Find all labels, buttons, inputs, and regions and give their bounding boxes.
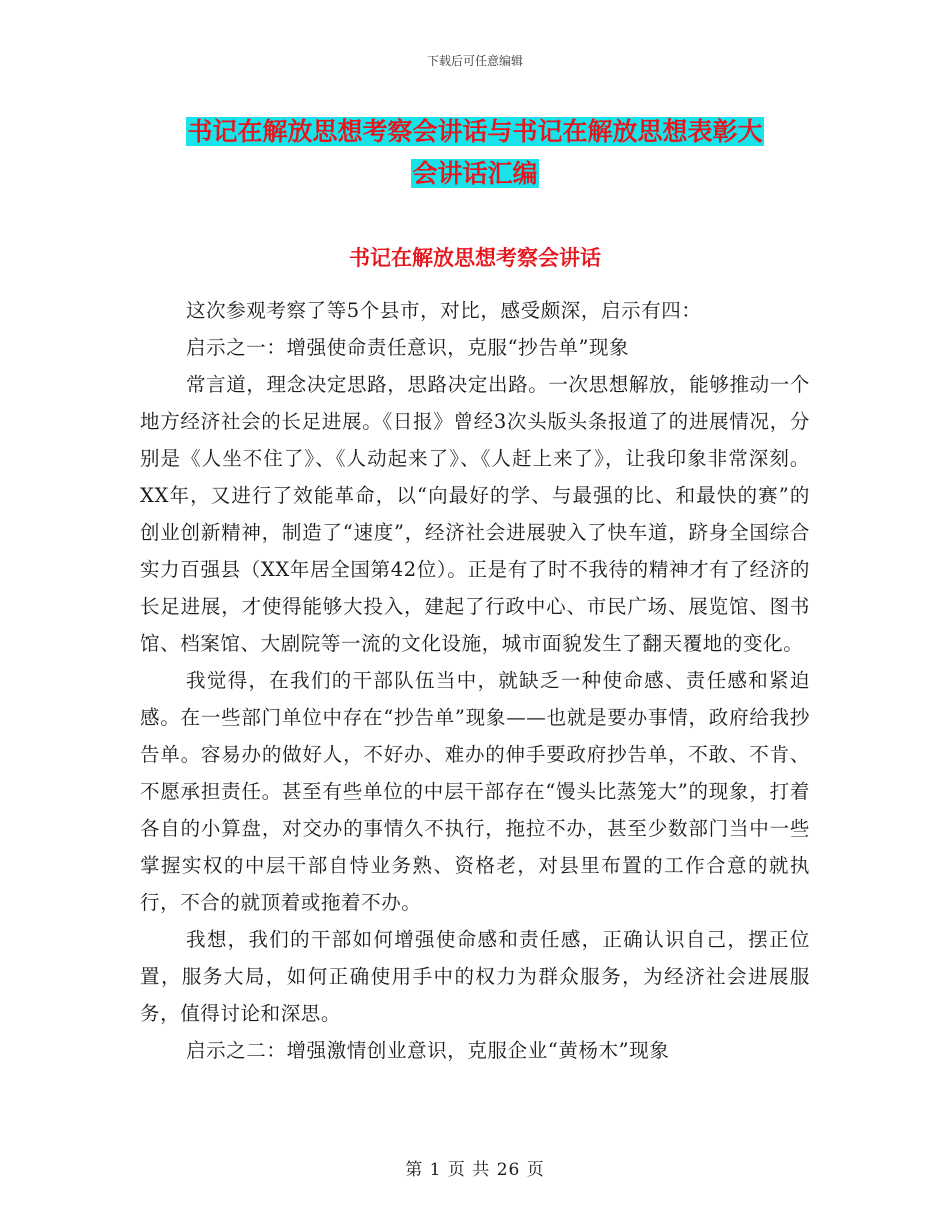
paragraph-body-2: 我觉得，在我们的干部队伍当中，就缺乏一种使命感、责任感和紧迫感。在一些部门单位中存在“抄告单”现象——也就是要办事情，政府给我抄告单。容易办的做好人，不好办、难办的伸手要政府抄告单，不敢、不肯、不愿承担责任。甚至有些单位的中层干部存在“馒头比蒸笼大”的现象，打着各自的小算盘，对交办的事情久不执行，拖拉不办，甚至少数部门当中一些掌握实权的中层干部自恃业务熟、资格老，对县里布置的工作合意的就执行，不合的就顶着或拖着不办。 bbox=[140, 669, 810, 914]
document-title-line-1 bbox=[140, 108, 810, 156]
paragraph-body-3: 我想，我们的干部如何增强使命感和责任感，正确认识自己，摆正位置，服务大局，如何正确使用手中的权力为群众服务，为经济社会进展服务，值得讨论和深思。 bbox=[140, 928, 810, 1025]
page-footer: 第 1 页 共 26 页 bbox=[405, 1160, 545, 1180]
document-body bbox=[140, 292, 810, 1069]
section-title: 书记在解放思想考察会讲话 bbox=[349, 246, 601, 270]
page-header: 下载后可任意编辑 bbox=[426, 54, 523, 68]
paragraph-intro: 这次参观考察了等5个县市，对比，感受颇深，启示有四： bbox=[186, 299, 702, 322]
paragraph-heading-2: 启示之二：增强激情创业意识，克服企业“黄杨木”现象 bbox=[186, 1039, 670, 1062]
document-title-line-1-text: 书记在解放思想考察会讲话与书记在解放思想表彰大 bbox=[187, 117, 763, 146]
paragraph-heading-1: 启示之一：增强使命责任意识，克服“抄告单”现象 bbox=[186, 336, 630, 359]
document-title-line-2 bbox=[140, 150, 810, 198]
document-title-line-2-text: 会讲话汇编 bbox=[412, 159, 538, 188]
paragraph-body-1: 常言道，理念决定思路，思路决定出路。一次思想解放，能够推动一个地方经济社会的长足进展。《日报》曾经3次头版头条报道了的进展情况，分别是《人坐不住了》、《人动起来了》、《人赶上来了》，让我印象非常深刻。XX年，又进行了效能革命，以“向最好的学、与最强的比、和最快的赛”的创业创新精神，制造了“速度”，经济社会进展驶入了快车道，跻身全国综合实力百强县（XX年居全国第42位）。正是有了时不我待的精神才有了经济的长足进展，才使得能够大投入，建起了行政中心、市民广场、展览馆、图书馆、档案馆、大剧院等一流的文化设施，城市面貌发生了翻天覆地的变化。 bbox=[140, 373, 810, 655]
